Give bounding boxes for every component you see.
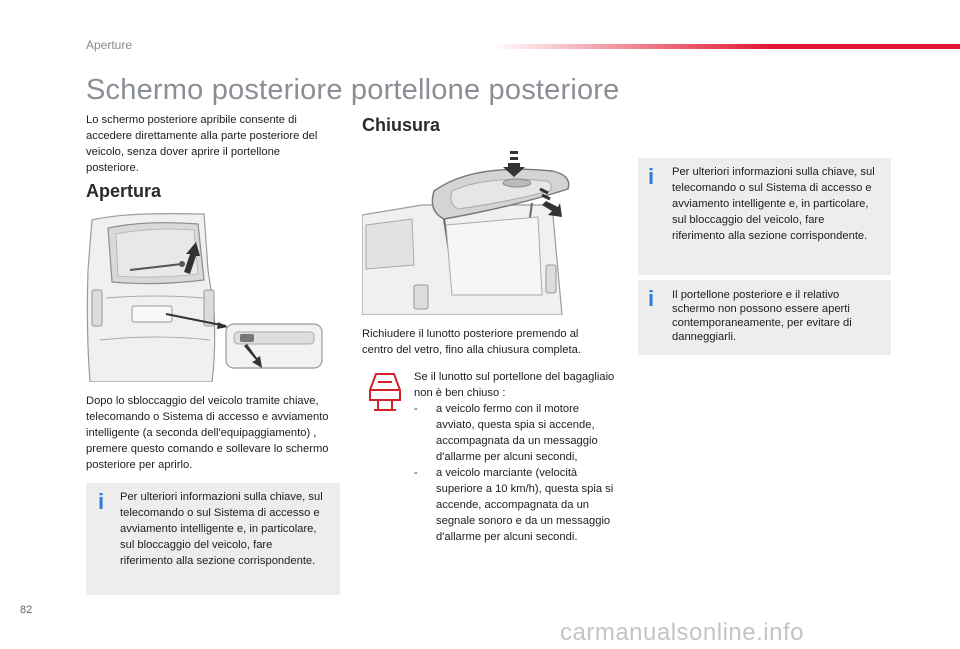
right-info-text-2: Il portellone posteriore e il relativo schermo non possono essere aperti contemporaneamente, per evitare di danneggiarli. <box>672 289 852 343</box>
section-label: Aperture <box>86 38 133 52</box>
page-title: Schermo posteriore portellone posteriore <box>86 74 620 106</box>
apertura-info-text: Per ulteriori informazioni sulla chiave, sul telecomando o sul Sistema di accesso e avviamento intelligente e, in particolare, sul bloccaggio del veicolo, fare riferimento alla sezione corrispondente. <box>120 491 323 567</box>
page-number: 82 <box>20 604 33 616</box>
chiusura-warning <box>414 369 616 545</box>
chiusura-heading: Chiusura <box>362 115 441 135</box>
chiusura-illustration <box>362 145 614 315</box>
chiusura-text: Richiudere il lunotto posteriore premendo al centro del vetro, fino alla chiusura completa. <box>362 328 581 356</box>
right-info-text-1: Per ulteriori informazioni sulla chiave, sul telecomando o sul Sistema di accesso e avviamento intelligente e, in particolare, sul bloccaggio del veicolo, fare riferimento alla sezione corrispondente. <box>672 166 875 242</box>
header-accent-bar <box>490 44 960 49</box>
info-icon: i <box>98 489 105 514</box>
warning-door-icon <box>366 368 404 416</box>
right-info-box-1 <box>638 158 891 275</box>
info-icon: i <box>648 164 655 189</box>
warning-intro: Se il lunotto sul portellone del bagagliaio non è ben chiuso : <box>414 371 615 399</box>
warning-item: - a veicolo fermo con il motore avviato, questa spia si accende, accompagnata da un messaggio d'allarme per alcuni secondi, <box>414 401 616 465</box>
info-icon: i <box>648 286 655 311</box>
warning-item: - a veicolo marciante (velocità superiore a 10 km/h), questa spia si accende, accompagnata da un segnale sonoro e da un messaggio d'allarme per alcuni secondi. <box>414 465 616 545</box>
apertura-text: Dopo lo sbloccaggio del veicolo tramite chiave, telecomando o Sistema di accesso e avviamento intelligente (a seconda dell'equipaggiamento) , premere questo comando e sollevare lo schermo posteriore per aprirlo. <box>86 395 329 471</box>
watermark: carmanualsonline.info <box>560 619 804 646</box>
apertura-heading: Apertura <box>86 181 162 201</box>
apertura-illustration <box>86 210 338 382</box>
right-info-box-2 <box>638 280 891 355</box>
intro-text: Lo schermo posteriore apribile consente di accedere direttamente alla parte posteriore del veicolo, senza dover aprire il portellone posteriore. <box>86 114 318 174</box>
apertura-info-box <box>86 483 340 595</box>
